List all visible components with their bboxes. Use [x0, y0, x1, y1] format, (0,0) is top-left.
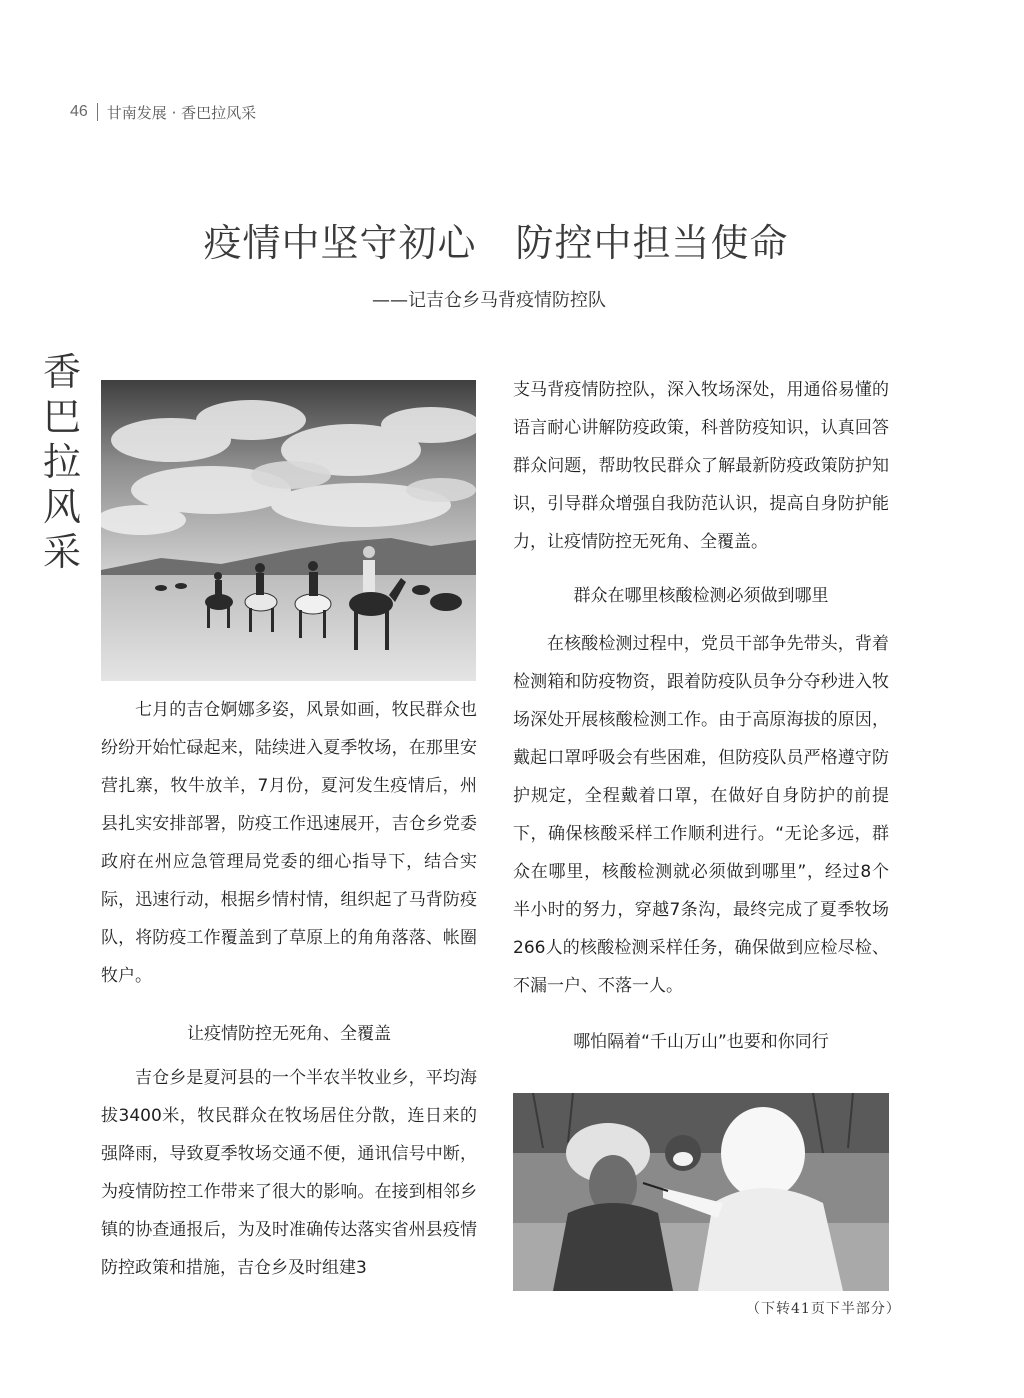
paragraph: 七月的吉仓婀娜多姿，风景如画，牧民群众也纷纷开始忙碌起来，陆续进入夏季牧场，在那里安营扎寨，牧牛放羊，7月份，夏河发生疫情后，州县扎实安排部署，防疫工作迅速展开，吉仓乡党委政府在州应急管理局党委的细心指导下，结合实际，迅速行动，根据乡情村情，组织起了马背防疫队，将防疫工作覆盖到了草原上的角角落落、帐圈牧户。	[101, 700, 477, 986]
horse-riders-illustration	[101, 380, 476, 681]
page-number: 46	[70, 103, 88, 120]
article-title: 疫情中坚守初心 防控中担当使命	[203, 221, 789, 265]
right-column	[513, 371, 889, 1061]
section-heading: 哪怕隔着“千山万山”也要和你同行	[573, 1032, 829, 1052]
vertical-char: 巴	[42, 395, 81, 439]
horse-riders-photo	[101, 380, 476, 681]
section-heading: 让疫情防控无死角、全覆盖	[187, 1024, 391, 1044]
paragraph: 在核酸检测过程中，党员干部争先带头，背着检测箱和防疫物资，跟着防疫队员争分夺秒进入牧场深处开展核酸检测工作。由于高原海拔的原因，戴起口罩呼吸会有些困难，但防疫队员严格遵守防护规定，全程戴着口罩，在做好自身防护的前提下，确保核酸采样工作顺利进行。“无论多远，群众在哪里，核酸检测就必须做到哪里”，经过8个半小时的努力，穿越7条沟，最终完成了夏季牧场266人的核酸检测采样任务，确保做到应检尽检、不漏一户、不落一人。	[513, 634, 889, 996]
paragraph: 吉仓乡是夏河县的一个半农半牧业乡，平均海拔3400米，牧民群众在牧场居住分散，连日来的强降雨，导致夏季牧场交通不便，通讯信号中断，为疫情防控工作带来了很大的影响。在接到相邻乡镇的协查通报后，为及时准确传达落实省州县疫情防控政策和措施，吉仓乡及时组建3	[101, 1068, 477, 1278]
section-title: 甘南发展 · 香巴拉风采	[106, 103, 257, 122]
left-column	[101, 691, 477, 1287]
article-subtitle: ——记吉仓乡马背疫情防控队	[372, 290, 606, 311]
vertical-char: 采	[42, 530, 81, 574]
nucleic-test-illustration	[513, 1093, 889, 1291]
vertical-char: 香	[42, 350, 81, 394]
header-divider	[97, 103, 98, 121]
running-header	[70, 101, 256, 123]
nucleic-acid-test-photo	[513, 1093, 889, 1291]
vertical-char: 拉	[42, 440, 81, 484]
section-heading: 群众在哪里核酸检测必须做到哪里	[573, 586, 829, 606]
paragraph: 支马背疫情防控队，深入牧场深处，用通俗易懂的语言耐心讲解防疫政策，科普防疫知识，认真回答群众问题，帮助牧民群众了解最新防疫政策防护知识，引导群众增强自我防范认识，提高自身防护能力，让疫情防控无死角、全覆盖。	[513, 380, 889, 552]
continued-note: （下转41页下半部分）	[746, 1301, 901, 1317]
vertical-char: 风	[42, 485, 81, 529]
vertical-column-label	[38, 350, 86, 575]
